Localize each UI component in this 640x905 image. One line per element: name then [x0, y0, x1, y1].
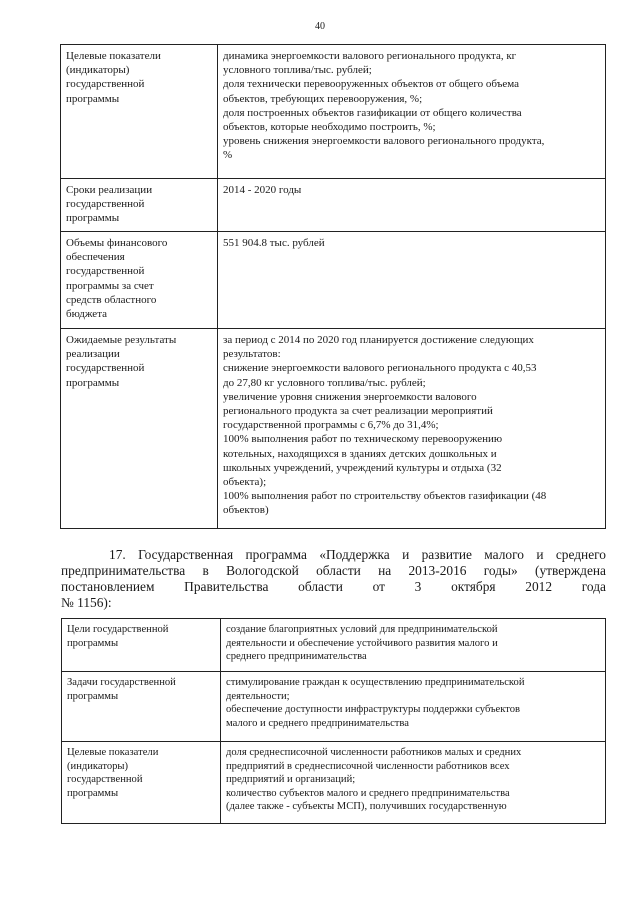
content-line: 2014 - 2020 годы	[223, 184, 302, 196]
row-content	[221, 619, 606, 672]
content-line: доля технически перевооруженных объектов от общего объема	[223, 78, 520, 91]
label-line: Цели государственной	[67, 624, 169, 635]
row-label	[61, 179, 218, 232]
program-16-passport-table	[60, 44, 606, 529]
label-line: государственной	[66, 265, 145, 278]
row-content	[218, 329, 606, 529]
content-line: котельных, находящихся в зданиях детских дошкольных и	[223, 447, 497, 460]
label-line: обеспечения	[66, 251, 125, 264]
content-line: деятельности и обеспечение устойчивого развития малого и	[226, 637, 498, 649]
content-line: обеспечение доступности инфраструктуры поддержки субъектов	[226, 704, 521, 716]
label-line: программы	[67, 787, 119, 799]
content-line: доля построенных объектов газификации от общего количества	[223, 106, 522, 119]
row-label	[62, 619, 221, 672]
label-line: программы	[66, 92, 120, 105]
row-content	[221, 672, 606, 742]
row-label	[61, 45, 218, 179]
content-line: уровень снижения энергоемкости валового регионального продукта,	[223, 135, 545, 148]
row-content	[218, 179, 606, 232]
row-content	[218, 45, 606, 179]
content-line: динамика энергоемкости валового регионального продукта, кг	[223, 50, 517, 62]
heading-line: 17. Государственная программа «Поддержка и развитие малого и среднего	[109, 547, 606, 562]
label-line: государственной	[67, 774, 143, 786]
table-row	[61, 329, 606, 529]
label-line: программы за счет	[66, 279, 154, 292]
row-label	[61, 329, 218, 529]
content-line: предприятий и организаций;	[226, 774, 356, 786]
content-line: доля среднесписочной численности работников малых и средних	[226, 747, 522, 758]
table-row	[61, 179, 606, 232]
row-label	[62, 742, 221, 824]
label-line: Сроки реализации	[66, 184, 153, 196]
label-line: средств областного	[66, 293, 157, 306]
content-line: объекта);	[223, 476, 267, 489]
content-line: %	[223, 149, 233, 162]
content-line: увеличение уровня снижения энергоемкости валового	[223, 390, 477, 403]
label-line: государственной	[66, 362, 145, 375]
content-line: создание благоприятных условий для предпринимательской	[226, 624, 498, 635]
content-line: регионального продукта за счет реализации мероприятий	[223, 405, 493, 418]
label-line: Объемы финансового	[66, 237, 168, 249]
content-line: объектов, требующих перевооружения, %;	[223, 92, 423, 105]
heading-line: предпринимательства в Вологодской области на 2013-2016 годы» (утверждена	[61, 563, 606, 578]
label-line: государственной	[66, 78, 145, 91]
section-17-heading	[61, 547, 606, 611]
content-line: школьных учреждений, учреждений культуры и отдыха (32	[223, 461, 502, 474]
content-line: среднего предпринимательства	[226, 651, 367, 663]
program-17-passport-table	[61, 618, 606, 824]
row-label	[62, 672, 221, 742]
table-row	[62, 619, 606, 672]
heading-line: постановлением Правительства области от 3 октября 2012 года	[61, 579, 606, 594]
label-line: реализации	[66, 348, 120, 361]
content-line: объектов)	[223, 504, 269, 517]
label-line: программы	[66, 212, 120, 225]
content-line: деятельности;	[226, 690, 290, 702]
content-line: 100% выполнения работ по строительству объектов газификации (48	[223, 490, 547, 503]
content-line: за период с 2014 по 2020 год планируется достижение следующих	[223, 334, 534, 346]
content-line: количество субъектов малого и среднего предпринимательства	[226, 787, 510, 799]
label-line: бюджета	[66, 308, 108, 321]
content-line: 551 904.8 тыс. рублей	[223, 237, 325, 249]
label-line: Задачи государственной	[67, 677, 176, 688]
table-row	[62, 742, 606, 824]
content-line: малого и среднего предпринимательства	[226, 717, 410, 729]
row-label	[61, 232, 218, 329]
row-content	[218, 232, 606, 329]
label-line: Целевые показатели	[67, 747, 159, 758]
row-content	[221, 742, 606, 824]
content-line: стимулирование граждан к осуществлению предпринимательской	[226, 677, 525, 688]
label-line: программы	[67, 637, 119, 649]
page-number: 40	[315, 21, 325, 32]
content-line: результатов:	[223, 348, 281, 361]
label-line: (индикаторы)	[67, 760, 129, 772]
label-line: Целевые показатели	[66, 50, 161, 62]
heading-line: № 1156):	[61, 595, 112, 610]
content-line: 100% выполнения работ по техническому перевооружению	[223, 433, 503, 446]
label-line: государственной	[66, 198, 145, 211]
content-line: государственной программы с 6,7% до 31,4%;	[223, 419, 439, 432]
table-row	[62, 672, 606, 742]
content-line: условного топлива/тыс. рублей;	[223, 64, 372, 77]
content-line: до 27,80 кг условного топлива/тыс. рублей;	[223, 376, 426, 389]
content-line: объектов, которые необходимо построить, %;	[223, 121, 436, 134]
table-row	[61, 45, 606, 179]
table-row	[61, 232, 606, 329]
content-line: (далее также - субъекты МСП), получивших государственную	[226, 801, 507, 813]
label-line: программы	[66, 376, 120, 389]
label-line: Ожидаемые результаты	[66, 334, 177, 346]
content-line: предприятий в среднесписочной численности работников всех	[226, 760, 510, 772]
label-line: (индикаторы)	[66, 64, 130, 77]
content-line: снижение энергоемкости валового регионального продукта с 40,53	[223, 362, 537, 375]
label-line: программы	[67, 690, 119, 702]
